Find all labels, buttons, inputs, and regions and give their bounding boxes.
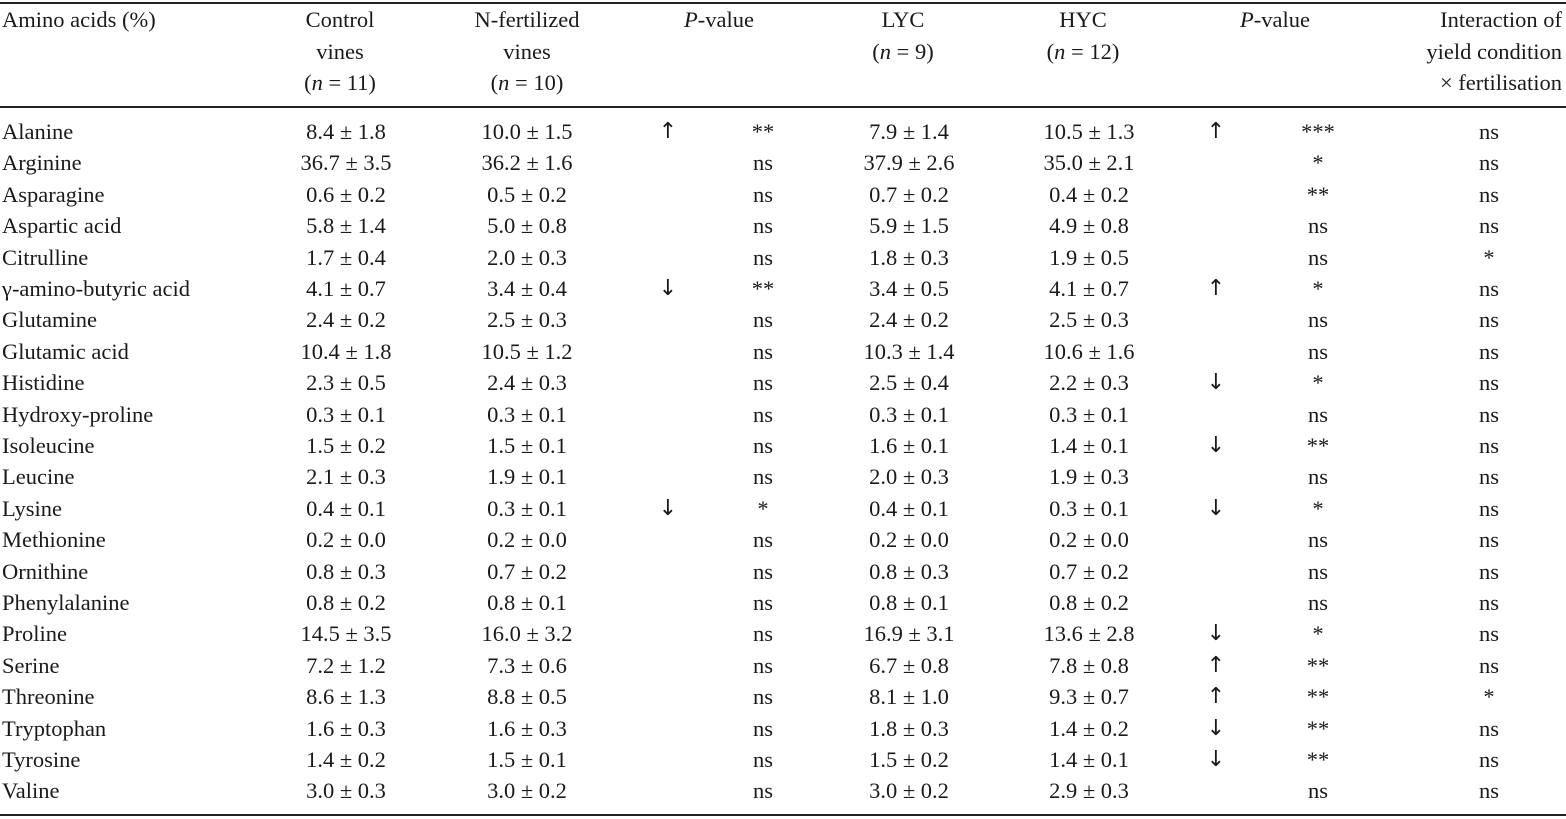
cell-lyc: 2.4 ± 0.2 <box>869 307 949 333</box>
cell-pvalue-2: ** <box>1306 433 1330 458</box>
cell-hyc: 0.3 ± 0.1 <box>1049 495 1129 521</box>
cell-pvalue-2: *** <box>1301 119 1335 144</box>
cell-pvalue-1: ns <box>752 307 774 333</box>
cell-pvalue-2: ns <box>1307 558 1329 584</box>
cell-interaction: ns <box>1478 495 1500 521</box>
cell-amino-acid: Lysine <box>2 495 62 521</box>
cell-interaction: ns <box>1478 464 1500 490</box>
cell-interaction: ns <box>1478 150 1500 176</box>
table-row <box>0 556 1566 587</box>
cell-amino-acid: Tyrosine <box>2 747 81 772</box>
cell-pvalue-2: ns <box>1307 401 1329 427</box>
cell-hyc: 1.4 ± 0.1 <box>1049 747 1129 772</box>
cell-interaction: ns <box>1478 401 1500 427</box>
header-nfert-n: (n = 10) <box>490 70 564 95</box>
cell-control: 7.2 ± 1.2 <box>306 652 386 678</box>
cell-amino-acid: Leucine <box>2 464 75 490</box>
cell-lyc: 6.7 ± 0.8 <box>869 652 949 678</box>
cell-hyc: 10.6 ± 1.6 <box>1043 338 1135 364</box>
arrow-icon: ↓ <box>1206 747 1226 772</box>
cell-control: 2.3 ± 0.5 <box>306 370 386 396</box>
cell-hyc: 0.3 ± 0.1 <box>1049 401 1129 427</box>
cell-control: 1.7 ± 0.4 <box>306 244 386 270</box>
cell-hyc: 13.6 ± 2.8 <box>1043 621 1135 647</box>
cell-amino-acid: Asparagine <box>2 181 105 207</box>
cell-pvalue-1: ns <box>752 652 774 678</box>
cell-pvalue-2: ns <box>1307 527 1329 553</box>
table-row <box>0 336 1566 367</box>
arrow-icon: ↓ <box>658 495 678 521</box>
table-row <box>0 430 1566 461</box>
arrow-icon: ↓ <box>1206 621 1226 647</box>
cell-n-fertilized: 2.5 ± 0.3 <box>487 307 567 333</box>
cell-interaction: * <box>1483 684 1495 710</box>
cell-control: 1.5 ± 0.2 <box>306 433 386 458</box>
table-row <box>0 524 1566 555</box>
cell-hyc: 0.8 ± 0.2 <box>1049 590 1129 615</box>
cell-pvalue-2: ns <box>1307 213 1329 239</box>
cell-pvalue-2: ** <box>1306 181 1330 207</box>
cell-amino-acid: Glutamic acid <box>2 338 129 364</box>
cell-n-fertilized: 8.8 ± 0.5 <box>487 684 567 710</box>
bottom-rule <box>0 814 1566 816</box>
cell-n-fertilized: 5.0 ± 0.8 <box>487 213 567 239</box>
cell-control: 0.6 ± 0.2 <box>306 181 386 207</box>
cell-pvalue-1: ns <box>752 684 774 710</box>
cell-interaction: ns <box>1478 338 1500 364</box>
cell-amino-acid: Valine <box>2 778 60 804</box>
cell-hyc: 35.0 ± 2.1 <box>1043 150 1135 176</box>
cell-interaction: ns <box>1478 213 1500 239</box>
cell-lyc: 0.8 ± 0.1 <box>869 590 949 615</box>
cell-pvalue-1: ns <box>752 747 774 772</box>
cell-pvalue-2: * <box>1312 495 1324 521</box>
cell-n-fertilized: 1.5 ± 0.1 <box>487 747 567 772</box>
cell-amino-acid: Arginine <box>2 150 82 176</box>
cell-hyc: 0.7 ± 0.2 <box>1049 558 1129 584</box>
cell-pvalue-1: ns <box>752 181 774 207</box>
cell-amino-acid: Methionine <box>2 527 106 553</box>
cell-n-fertilized: 0.8 ± 0.1 <box>487 590 567 615</box>
cell-lyc: 2.5 ± 0.4 <box>869 370 949 396</box>
cell-hyc: 9.3 ± 0.7 <box>1049 684 1129 710</box>
cell-control: 1.4 ± 0.2 <box>306 747 386 772</box>
cell-pvalue-2: * <box>1312 621 1324 647</box>
header-interaction: Interaction of yield condition × fertilisation <box>1426 7 1562 95</box>
cell-interaction: ns <box>1478 747 1500 772</box>
cell-lyc: 10.3 ± 1.4 <box>863 338 955 364</box>
cell-hyc: 4.9 ± 0.8 <box>1049 213 1129 239</box>
cell-pvalue-2: ** <box>1306 715 1330 741</box>
cell-pvalue-1: ns <box>752 778 774 804</box>
cell-pvalue-2: ns <box>1307 590 1329 615</box>
cell-control: 4.1 ± 0.7 <box>306 276 386 301</box>
cell-pvalue-1: ns <box>752 244 774 270</box>
cell-pvalue-1: ns <box>752 401 774 427</box>
cell-pvalue-1: ns <box>752 433 774 458</box>
cell-control: 1.6 ± 0.3 <box>306 715 386 741</box>
cell-control: 0.2 ± 0.0 <box>306 527 386 553</box>
arrow-icon: ↓ <box>1206 715 1226 741</box>
cell-hyc: 7.8 ± 0.8 <box>1049 652 1129 678</box>
cell-pvalue-1: ns <box>752 213 774 239</box>
cell-amino-acid: Citrulline <box>2 244 89 270</box>
arrow-icon: ↓ <box>1206 433 1226 458</box>
table-row <box>0 210 1566 241</box>
cell-amino-acid: Isoleucine <box>2 433 95 458</box>
cell-pvalue-1: ns <box>752 590 774 615</box>
cell-pvalue-1: * <box>757 495 769 521</box>
cell-interaction: ns <box>1478 370 1500 396</box>
cell-hyc: 1.9 ± 0.3 <box>1049 464 1129 490</box>
cell-pvalue-2: ns <box>1307 338 1329 364</box>
cell-hyc: 0.2 ± 0.0 <box>1049 527 1129 553</box>
table-row <box>0 461 1566 492</box>
cell-control: 36.7 ± 3.5 <box>300 150 392 176</box>
arrow-icon: ↓ <box>1206 495 1226 521</box>
cell-control: 3.0 ± 0.3 <box>306 778 386 804</box>
cell-amino-acid: Serine <box>2 652 60 678</box>
cell-hyc: 4.1 ± 0.7 <box>1049 276 1129 301</box>
cell-n-fertilized: 36.2 ± 1.6 <box>481 150 573 176</box>
cell-control: 0.8 ± 0.2 <box>306 590 386 615</box>
table-row <box>0 242 1566 273</box>
cell-amino-acid: γ-amino-butyric acid <box>2 276 190 301</box>
cell-pvalue-1: ns <box>752 715 774 741</box>
cell-amino-acid: Threonine <box>2 684 95 710</box>
cell-interaction: ns <box>1478 119 1500 144</box>
cell-control: 2.1 ± 0.3 <box>306 464 386 490</box>
cell-pvalue-1: ** <box>751 276 775 301</box>
cell-n-fertilized: 0.3 ± 0.1 <box>487 495 567 521</box>
cell-control: 8.6 ± 1.3 <box>306 684 386 710</box>
cell-amino-acid: Phenylalanine <box>2 590 130 615</box>
cell-n-fertilized: 3.4 ± 0.4 <box>487 276 567 301</box>
arrow-icon: ↓ <box>658 276 678 301</box>
cell-n-fertilized: 1.9 ± 0.1 <box>487 464 567 490</box>
cell-lyc: 7.9 ± 1.4 <box>869 119 949 144</box>
header-lyc: LYC (n = 9) <box>872 4 933 67</box>
cell-hyc: 2.2 ± 0.3 <box>1049 370 1129 396</box>
cell-hyc: 1.4 ± 0.1 <box>1049 433 1129 458</box>
cell-interaction: ns <box>1478 590 1500 615</box>
cell-n-fertilized: 7.3 ± 0.6 <box>487 652 567 678</box>
header-pvalue-1: P-value <box>684 7 754 32</box>
cell-control: 14.5 ± 3.5 <box>300 621 392 647</box>
table-row <box>0 304 1566 335</box>
header-amino-acids: Amino acids (%) <box>2 7 156 32</box>
cell-interaction: ns <box>1478 652 1500 678</box>
cell-pvalue-1: ns <box>752 558 774 584</box>
cell-n-fertilized: 2.4 ± 0.3 <box>487 370 567 396</box>
table-row <box>0 618 1566 649</box>
arrow-icon: ↑ <box>1206 684 1226 710</box>
cell-control: 2.4 ± 0.2 <box>306 307 386 333</box>
cell-interaction: * <box>1483 244 1495 270</box>
cell-amino-acid: Aspartic acid <box>2 213 122 239</box>
cell-lyc: 1.6 ± 0.1 <box>869 433 949 458</box>
table-row <box>0 179 1566 210</box>
cell-hyc: 2.9 ± 0.3 <box>1049 778 1129 804</box>
arrow-icon: ↑ <box>1206 652 1226 678</box>
table-row <box>0 775 1566 806</box>
cell-lyc: 3.0 ± 0.2 <box>869 778 949 804</box>
cell-pvalue-2: * <box>1312 276 1324 301</box>
cell-hyc: 1.4 ± 0.2 <box>1049 715 1129 741</box>
cell-n-fertilized: 0.5 ± 0.2 <box>487 181 567 207</box>
header-rule <box>0 106 1566 108</box>
cell-interaction: ns <box>1478 276 1500 301</box>
cell-amino-acid: Histidine <box>2 370 85 396</box>
cell-control: 5.8 ± 1.4 <box>306 213 386 239</box>
cell-interaction: ns <box>1478 433 1500 458</box>
table-row <box>0 493 1566 524</box>
cell-pvalue-1: ns <box>752 621 774 647</box>
cell-lyc: 37.9 ± 2.6 <box>863 150 955 176</box>
cell-interaction: ns <box>1478 558 1500 584</box>
cell-pvalue-1: ns <box>752 338 774 364</box>
table-row <box>0 116 1566 147</box>
table-row <box>0 744 1566 775</box>
cell-pvalue-1: ns <box>752 527 774 553</box>
cell-lyc: 0.8 ± 0.3 <box>869 558 949 584</box>
cell-amino-acid: Tryptophan <box>2 715 107 741</box>
cell-n-fertilized: 10.5 ± 1.2 <box>481 338 573 364</box>
cell-amino-acid: Glutamine <box>2 307 97 333</box>
cell-pvalue-2: ** <box>1306 684 1330 710</box>
cell-interaction: ns <box>1478 778 1500 804</box>
table-row <box>0 147 1566 178</box>
cell-pvalue-1: ** <box>751 119 775 144</box>
cell-pvalue-2: ns <box>1307 464 1329 490</box>
cell-pvalue-2: ns <box>1307 778 1329 804</box>
cell-lyc: 1.5 ± 0.2 <box>869 747 949 772</box>
cell-lyc: 16.9 ± 3.1 <box>863 621 955 647</box>
cell-n-fertilized: 0.2 ± 0.0 <box>487 527 567 553</box>
cell-pvalue-2: ns <box>1307 244 1329 270</box>
cell-interaction: ns <box>1478 621 1500 647</box>
header-hyc-n: (n = 12) <box>1046 38 1120 64</box>
cell-amino-acid: Proline <box>2 621 67 647</box>
cell-amino-acid: Hydroxy-proline <box>2 401 154 427</box>
header-control-vines: Control vines (n = 11) <box>304 4 376 99</box>
cell-control: 0.3 ± 0.1 <box>306 401 386 427</box>
cell-pvalue-2: * <box>1312 370 1324 396</box>
table-row <box>0 399 1566 430</box>
cell-lyc: 5.9 ± 1.5 <box>869 213 949 239</box>
header-lyc-n: (n = 9) <box>872 38 934 64</box>
cell-hyc: 10.5 ± 1.3 <box>1043 119 1135 144</box>
table-row <box>0 273 1566 304</box>
arrow-icon: ↓ <box>1206 370 1226 396</box>
cell-interaction: ns <box>1478 181 1500 207</box>
header-hyc: HYC (n = 12) <box>1047 4 1120 67</box>
cell-hyc: 0.4 ± 0.2 <box>1049 181 1129 207</box>
cell-lyc: 1.8 ± 0.3 <box>869 715 949 741</box>
cell-lyc: 0.4 ± 0.1 <box>869 495 949 521</box>
cell-pvalue-1: ns <box>752 464 774 490</box>
header-pvalue-2: P-value <box>1240 7 1310 32</box>
cell-interaction: ns <box>1478 307 1500 333</box>
cell-interaction: ns <box>1478 527 1500 553</box>
cell-lyc: 1.8 ± 0.3 <box>869 244 949 270</box>
cell-control: 10.4 ± 1.8 <box>300 338 392 364</box>
cell-n-fertilized: 16.0 ± 3.2 <box>481 621 573 647</box>
cell-pvalue-2: ** <box>1306 747 1330 772</box>
cell-n-fertilized: 2.0 ± 0.3 <box>487 244 567 270</box>
table-row <box>0 713 1566 744</box>
table-row <box>0 681 1566 712</box>
cell-control: 0.4 ± 0.1 <box>306 495 386 521</box>
cell-pvalue-1: ns <box>752 150 774 176</box>
cell-n-fertilized: 1.6 ± 0.3 <box>487 715 567 741</box>
cell-lyc: 0.2 ± 0.0 <box>869 527 949 553</box>
arrow-icon: ↑ <box>1206 276 1226 301</box>
cell-n-fertilized: 3.0 ± 0.2 <box>487 778 567 804</box>
arrow-icon: ↑ <box>1206 119 1226 144</box>
cell-amino-acid: Ornithine <box>2 558 89 584</box>
cell-hyc: 2.5 ± 0.3 <box>1049 307 1129 333</box>
cell-n-fertilized: 10.0 ± 1.5 <box>481 119 573 144</box>
header-control-n: (n = 11) <box>304 70 376 95</box>
cell-n-fertilized: 0.3 ± 0.1 <box>487 401 567 427</box>
arrow-icon: ↑ <box>658 119 678 144</box>
cell-pvalue-2: ** <box>1306 652 1330 678</box>
cell-pvalue-2: * <box>1312 150 1324 176</box>
cell-n-fertilized: 1.5 ± 0.1 <box>487 433 567 458</box>
cell-hyc: 1.9 ± 0.5 <box>1049 244 1129 270</box>
cell-lyc: 0.7 ± 0.2 <box>869 181 949 207</box>
cell-control: 0.8 ± 0.3 <box>306 558 386 584</box>
cell-lyc: 2.0 ± 0.3 <box>869 464 949 490</box>
cell-pvalue-2: ns <box>1307 307 1329 333</box>
top-rule <box>0 2 1566 4</box>
table-row <box>0 650 1566 681</box>
cell-lyc: 3.4 ± 0.5 <box>869 276 949 301</box>
table-row <box>0 587 1566 618</box>
cell-pvalue-1: ns <box>752 370 774 396</box>
cell-n-fertilized: 0.7 ± 0.2 <box>487 558 567 584</box>
cell-lyc: 0.3 ± 0.1 <box>869 401 949 427</box>
cell-lyc: 8.1 ± 1.0 <box>869 684 949 710</box>
cell-interaction: ns <box>1478 715 1500 741</box>
table-row <box>0 367 1566 398</box>
header-n-fertilized-vines: N-fertilized vines (n = 10) <box>475 4 580 99</box>
cell-amino-acid: Alanine <box>2 119 74 144</box>
cell-control: 8.4 ± 1.8 <box>306 119 386 144</box>
